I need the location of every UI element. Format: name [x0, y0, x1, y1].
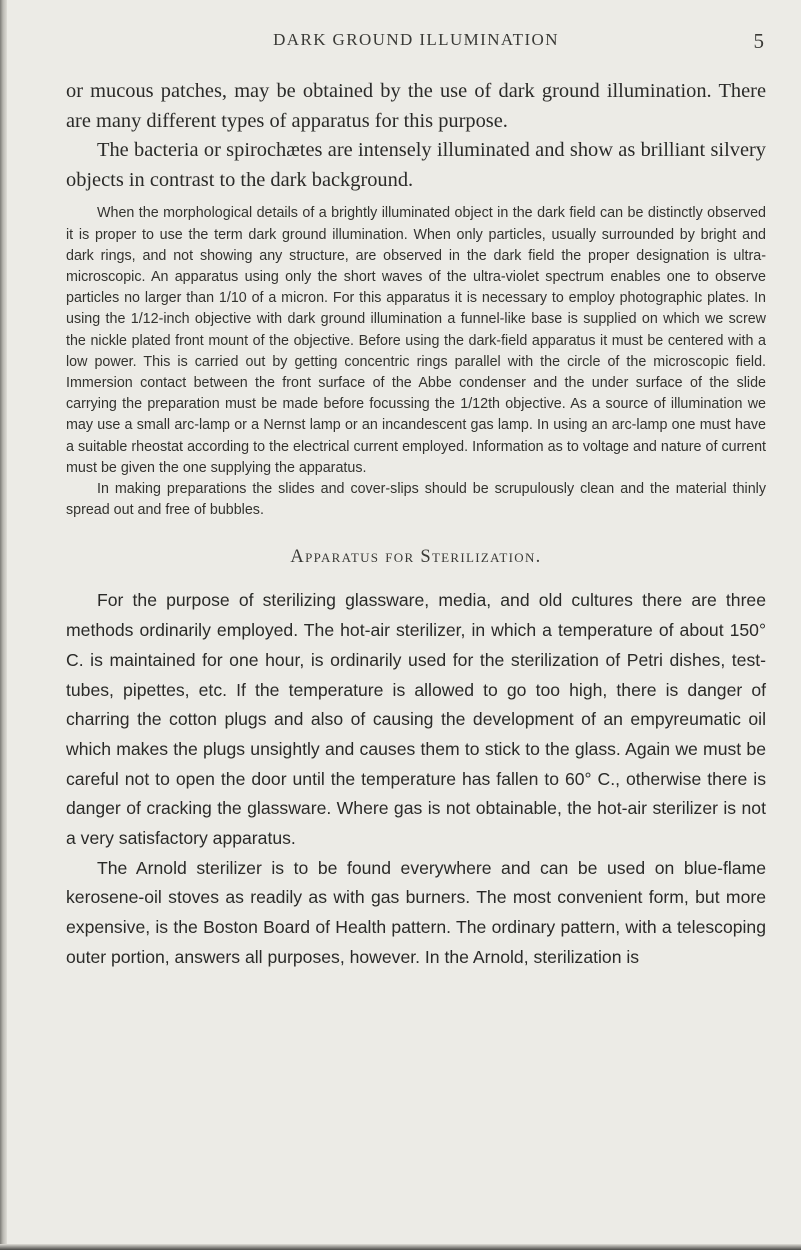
book-page — [66, 0, 766, 973]
page-number: 5 — [753, 29, 764, 53]
page-bottom-edge — [0, 1244, 801, 1250]
paragraph-bacteria: The bacteria or spirochætes are intensely illuminated and show as brilliant silvery objects in contrast to the dark background. — [66, 139, 766, 191]
running-header — [66, 0, 766, 60]
small-print-block — [66, 203, 766, 521]
small-paragraph-preparations: In making preparations the slides and cover-slips should be scrupulously clean and the material thinly spread out and free of bubbles. — [66, 481, 766, 519]
page-binding-edge — [0, 0, 7, 1250]
small-paragraph-dark-ground: When the morphological details of a brightly illuminated object in the dark field can be distinctly observed it is proper to use the term dark ground illumination. When only particles, usually surrounded by bright and dark rings, and not showing any structure, are observed in the dark field the proper designation is ultra-microscopic. An apparatus using only the short waves of the ultra-violet spectrum enables one to observe particles no larger than 1/10 of a micron. For this apparatus it is necessary to employ photographic plates. In using the 1/12-inch objective with dark ground illumination a funnel-like base is supplied on which we screw the nickle plated front mount of the objective. Before using the dark-field apparatus it must be centered with a low power. This is carried out by getting concentric rings parallel with the circle of the microscopic field. Immersion contact between the front surface of the Abbe condenser and the under surface of the slide carrying the preparation must be made before focussing the 1/12th objective. As a source of illumination we may use a small arc-lamp or a Nernst lamp or an incandescent gas lamp. In using an arc-lamp one must have a suitable rheostat according to the electrical current employed. Information as to voltage and nature of current must be given the one supplying the apparatus. — [66, 205, 766, 476]
paragraph-continued: or mucous patches, may be obtained by the use of dark ground illumination. There are many different types of apparatus for this purpose. — [66, 80, 766, 132]
section-heading: Apparatus for Sterilization. — [290, 547, 542, 568]
running-title: DARK GROUND ILLUMINATION — [273, 30, 559, 49]
paragraph-arnold-sterilizer: The Arnold sterilizer is to be found everywhere and can be used on blue-flame kerosene-oil stoves as readily as with gas burners. The most convenient form, but more expensive, is the Boston Board of Health pattern. The ordinary pattern, with a telescoping outer portion, answers all purposes, however. In the Arnold, sterilization is — [66, 857, 766, 967]
paragraph-sterilizing-methods: For the purpose of sterilizing glassware, media, and old cultures there are three methods ordinarily employed. The hot-air sterilizer, in which a temperature of about 150° C. is maintained for one hour, is ordinarily used for the sterilization of Petri dishes, test-tubes, pipettes, etc. If the temperature is allowed to go too high, there is danger of charring the cotton plugs and also of causing the development of an empyreumatic oil which makes the plugs unsightly and causes them to stick to the glass. Again we must be careful not to open the door until the temperature has fallen to 60° C., otherwise there is danger of cracking the glassware. Where gas is not obtainable, the hot-air sterilizer is not a very satisfactory apparatus. — [66, 590, 766, 849]
